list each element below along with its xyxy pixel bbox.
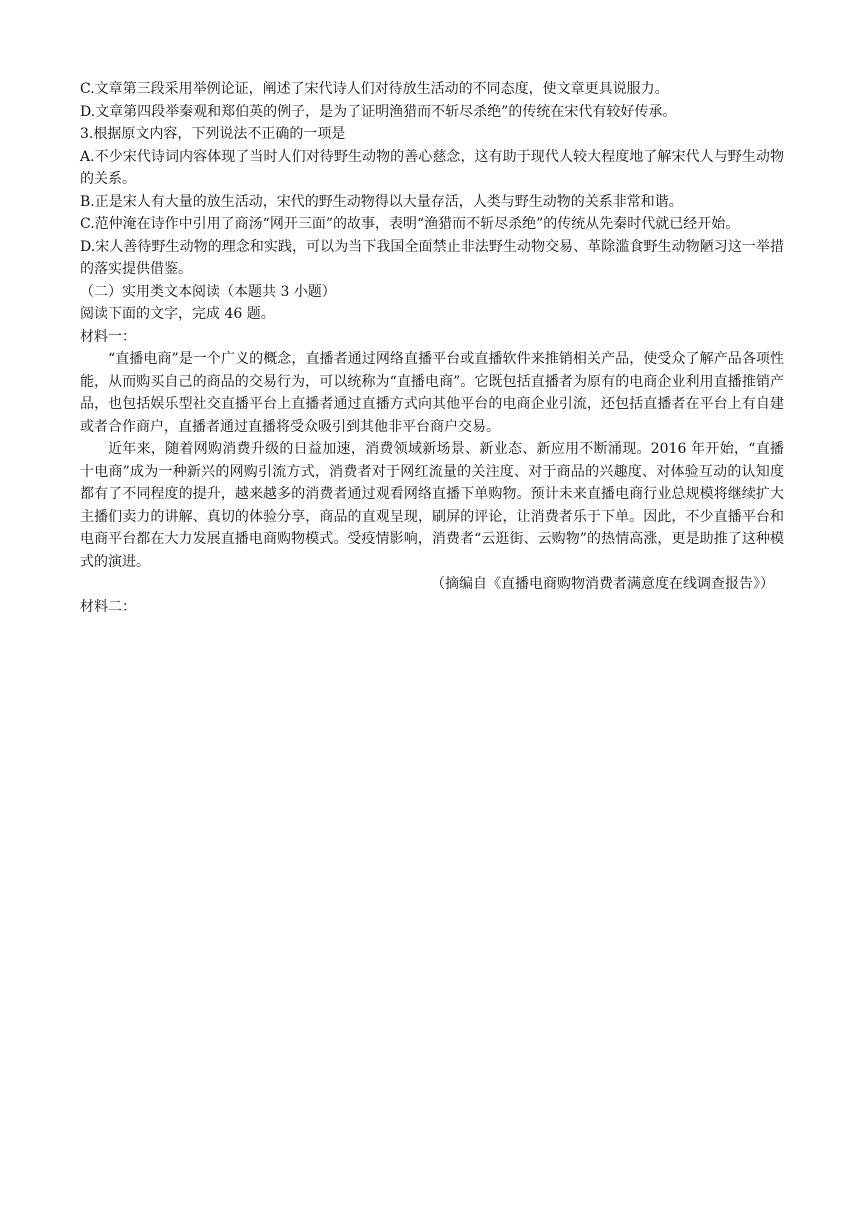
section-heading: （二）实用类文本阅读（本题共 3 小题） [80, 283, 336, 300]
material-1-label: 材料一： [80, 328, 136, 345]
material-2-label: 材料二： [80, 598, 136, 615]
material-1-paragraph-1: “直播电商”是一个广义的概念，直播者通过网络直播平台或直播软件来推销相关产品，使受众了解产品各项性能，从而购买自己的商品的交易行为，可以统称为“直播电商”。它既包括直播者为原有的电商企业利用直播推销产品，也包括娱乐型社交直播平台上直播者通过直播方式向其他平台的电商企业引流，还包括直播者在平台上有自建或者合作商户，直播者通过直播将受众吸引到其他非平台商户交易。 [80, 351, 784, 435]
question-3-stem: 3.根据原文内容，下列说法不正确的一项是 [80, 126, 346, 142]
document-page [80, 78, 784, 618]
option-b-q3: B.正是宋人有大量的放生活动，宋代的野生动物得以大量存活，人类与野生动物的关系非常和谐。 [80, 193, 683, 210]
material-1-source: （摘编自《直播电商购物消费者满意度在线调查报告》） [431, 576, 774, 592]
option-a-q3: A.不少宋代诗词内容体现了当时人们对待野生动物的善心慈念，这有助于现代人较大程度地了解宋代人与野生动物的关系。 [80, 148, 784, 187]
option-d-q3: D.宋人善待野生动物的理念和实践，可以为当下我国全面禁止非法野生动物交易、革除滥食野生动物陋习这一举措的落实提供借鉴。 [80, 238, 784, 277]
material-1-paragraph-2: 近年来，随着网购消费升级的日益加速，消费领域新场景、新业态、新应用不断涌现。2016 年开始，“直播十电商”成为一种新兴的网购引流方式，消费者对于网红流量的关注度、对于商品的兴趣度、对体验互动的认知度都有了不同程度的提升，越来越多的消费者通过观看网络直播下单购物。预计未来直播电商行业总规模将继续扩大主播们卖力的讲解、真切的体验分享，商品的直观呈现，刷屏的评论，让消费者乐于下单。因此，不少直播平台和电商平台都在大力发展直播电商购物模式。受疫情影响，消费者“云逛街、云购物”的热情高涨，更是助推了这种模式的演进。 [80, 441, 784, 570]
option-c-q2: C.文章第三段采用举例论证，阐述了宋代诗人们对待放生活动的不同态度，使文章更具说服力。 [80, 81, 669, 97]
option-d-q2: D.文章第四段举秦观和郑伯英的例子，是为了证明渔猎而不斩尽杀绝”的传统在宋代有较好传承。 [80, 103, 677, 120]
option-c-q3: C.范仲淹在诗作中引用了商汤“网开三面”的故事，表明“渔猎而不斩尽杀绝”的传统从先秦时代就已经开始。 [80, 216, 740, 232]
reading-instruction: 阅读下面的文字，完成 46 题。 [80, 306, 275, 322]
